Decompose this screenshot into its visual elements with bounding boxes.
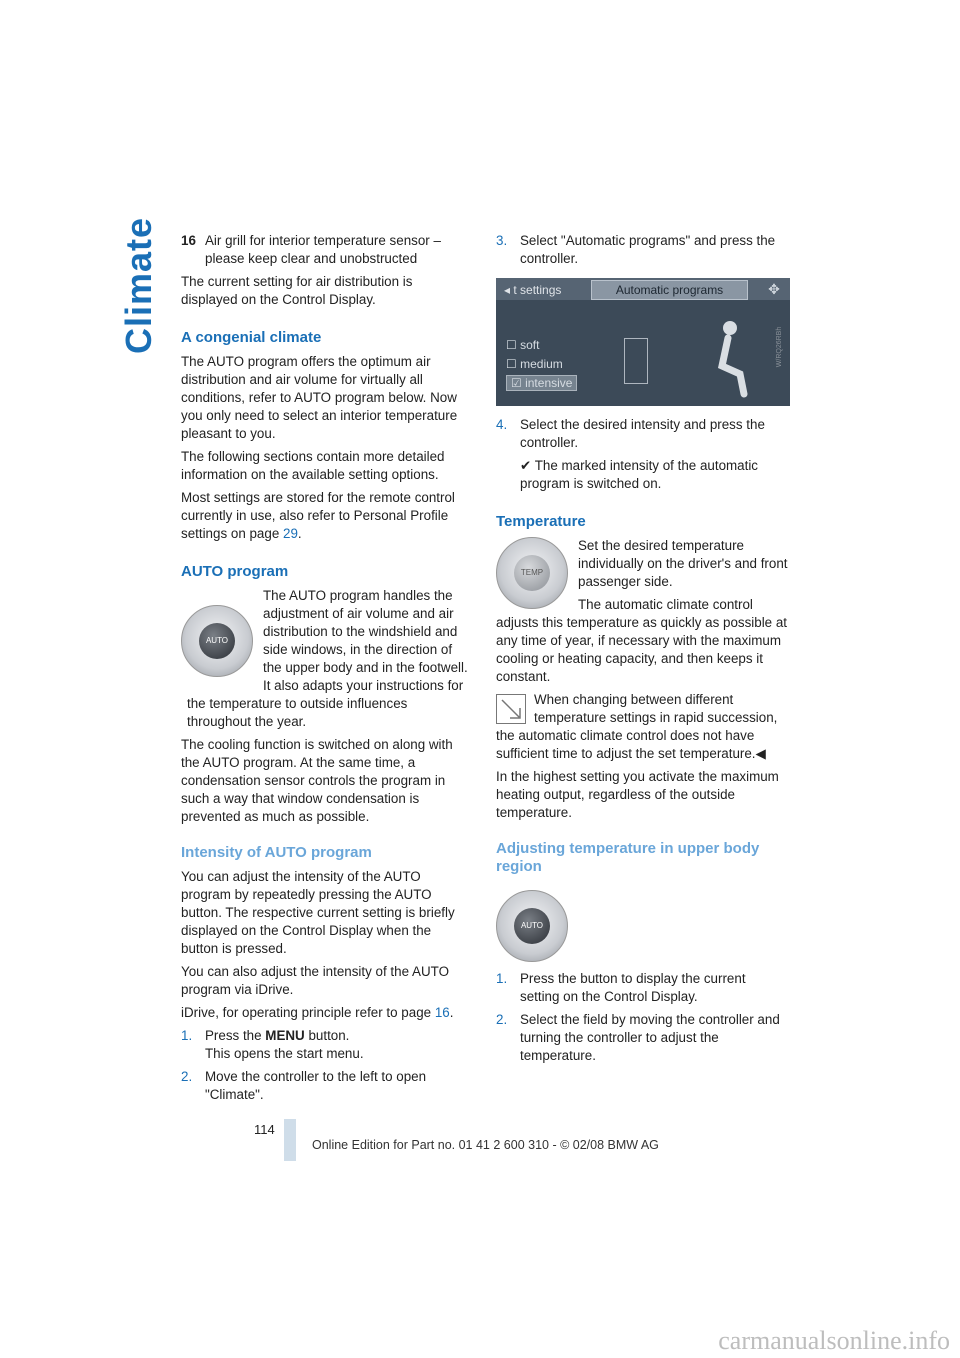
heading-intensity: Intensity of AUTO program (181, 844, 372, 861)
step-b2 (496, 1011, 788, 1065)
step-number: 4. (496, 417, 508, 432)
step-2 (181, 1068, 471, 1104)
paragraph-automatic: The automatic climate control adjusts this temperature as quickly as possible at any time of year, if necessary with the maximum cooling or heating capacity, and then keeps it constant. (496, 597, 788, 684)
menu-button-label: MENU (265, 1028, 305, 1043)
footer-accent-bar (284, 1119, 296, 1161)
step-text: Move the controller to the left to open "Climate". (205, 1069, 427, 1102)
paragraph-current-setting: The current setting for air distribution is displayed on the Control Display. (181, 274, 413, 307)
step-1 (181, 1027, 471, 1063)
paragraph-marked-intensity (496, 457, 788, 493)
step-text: Select the field by moving the controller and turning the controller to adjust the temperature. (520, 1012, 780, 1063)
heading-temperature: Temperature (496, 513, 586, 530)
paragraph-adjust: You can adjust the intensity of the AUTO program by repeatedly pressing the AUTO button. The respective current setting is briefly displayed on the Control Display when the button is pressed. (181, 869, 455, 956)
chapter-side-title (114, 216, 164, 354)
image-code: W/RQ26RBh (775, 326, 783, 368)
knob-label: AUTO (514, 908, 550, 944)
text: iDrive, for operating principle refer to page (181, 1005, 435, 1020)
step-text: Select the desired intensity and press the controller. (520, 417, 765, 450)
paragraph-auto-handles: The AUTO program handles the adjustment of air volume and air distribution to the windshield and side windows, in the direction of the upper body and in the footwell. It also adapts your instructions for the temperature to outside influences throughout the year. (187, 588, 468, 729)
step-3 (496, 232, 788, 268)
control-display-screenshot (496, 278, 790, 406)
text: Press the (205, 1028, 266, 1043)
paragraph-highest-setting: In the highest setting you activate the maximum heating output, regardless of the outside temperature. (496, 769, 779, 820)
temp-knob-image (496, 537, 568, 609)
paragraph-cooling: The cooling function is switched on along with the AUTO program. At the same time, a condensation sensor controls the program in such a way that window condensation is prevented as much as possible. (181, 737, 453, 824)
step-number: 2. (496, 1012, 508, 1027)
option-label: medium (520, 357, 563, 371)
intensity-options (506, 336, 577, 393)
footer-edition-text: Online Edition for Part no. 01 41 2 600 310 - © 02/08 BMW AG (312, 1138, 659, 1152)
option-label: soft (520, 338, 540, 352)
text: button. (304, 1028, 350, 1043)
text: This opens the start menu. (205, 1046, 364, 1061)
step-text: Select "Automatic programs" and press the controller. (520, 233, 776, 266)
page-number: 114 (254, 1122, 275, 1137)
item-16 (181, 232, 471, 268)
step-number: 3. (496, 233, 508, 248)
tab-label: t settings (513, 283, 562, 297)
step-number: 1. (181, 1028, 193, 1043)
step-text (205, 1027, 364, 1063)
checkmark-icon: ✔ (520, 458, 532, 473)
knob-label: AUTO (199, 623, 235, 659)
step-number: 2. (181, 1069, 193, 1084)
watermark: carmanualsonline.info (718, 1326, 950, 1355)
paragraph-idrive (181, 1004, 471, 1022)
step-4 (496, 416, 788, 452)
step-b1 (496, 970, 788, 1006)
item-text: Air grill for interior temperature sensor – please keep clear and unobstructed (205, 233, 441, 266)
temp-knob-icon (496, 537, 568, 609)
option-label: intensive (525, 376, 573, 390)
screen-tab-settings: ◂ t settings (504, 283, 562, 297)
auto-knob-icon (181, 605, 253, 677)
paragraph-note (496, 691, 788, 763)
gauge-icon (624, 338, 648, 384)
text: When changing between different temperature settings in rapid succession, the automatic climate control does not have sufficient time to adjust the set temperature.◀ (496, 692, 778, 761)
paragraph-most-settings (181, 489, 471, 543)
heading-adjusting-upper-body: Adjusting temperature in upper body region (496, 840, 760, 875)
paragraph-auto-offers: The AUTO program offers the optimum air distribution and air volume for virtually all conditions, refer to AUTO program below. Now you only need to select an interior temperature pleasant to you. (181, 354, 458, 441)
option-medium: ☐ medium (506, 357, 563, 371)
heading-auto-program: AUTO program (181, 563, 289, 580)
page-link-29[interactable]: 29 (283, 526, 298, 541)
left-column (181, 232, 471, 1109)
right-column (496, 232, 788, 1070)
knob-label: TEMP (514, 555, 550, 591)
page-link-16[interactable]: 16 (434, 1005, 450, 1020)
option-intensive: ☑ intensive (506, 374, 577, 393)
step-number: 1. (496, 971, 508, 986)
auto-button-image (181, 605, 253, 677)
paragraph-following: The following sections contain more detailed information on the available setting options. (181, 449, 445, 482)
paragraph-also: You can also adjust the intensity of the AUTO program via iDrive. (181, 964, 449, 997)
item-number: 16 (181, 233, 196, 248)
auto-knob-image-2 (496, 890, 788, 970)
chapter-title-text: Climate (118, 216, 159, 354)
text: The marked intensity of the automatic program is switched on. (520, 458, 759, 491)
auto-knob-icon-2 (496, 890, 568, 962)
step-text: Press the button to display the current setting on the Control Display. (520, 971, 746, 1004)
option-soft: ☐ soft (506, 338, 540, 352)
screen-tab-automatic-programs: Automatic programs (591, 280, 748, 300)
navigation-icon: ✥ (768, 281, 780, 297)
text: . (297, 526, 302, 541)
text: Most settings are stored for the remote control currently in use, also refer to Personal Profile settings on page (181, 490, 455, 541)
note-arrow-icon (496, 694, 526, 724)
heading-congenial-climate: A congenial climate (181, 329, 322, 346)
text: . (449, 1005, 454, 1020)
seat-person-icon (700, 318, 750, 398)
paragraph-set-temperature: Set the desired temperature individually on the driver's and front passenger side. (578, 538, 788, 589)
